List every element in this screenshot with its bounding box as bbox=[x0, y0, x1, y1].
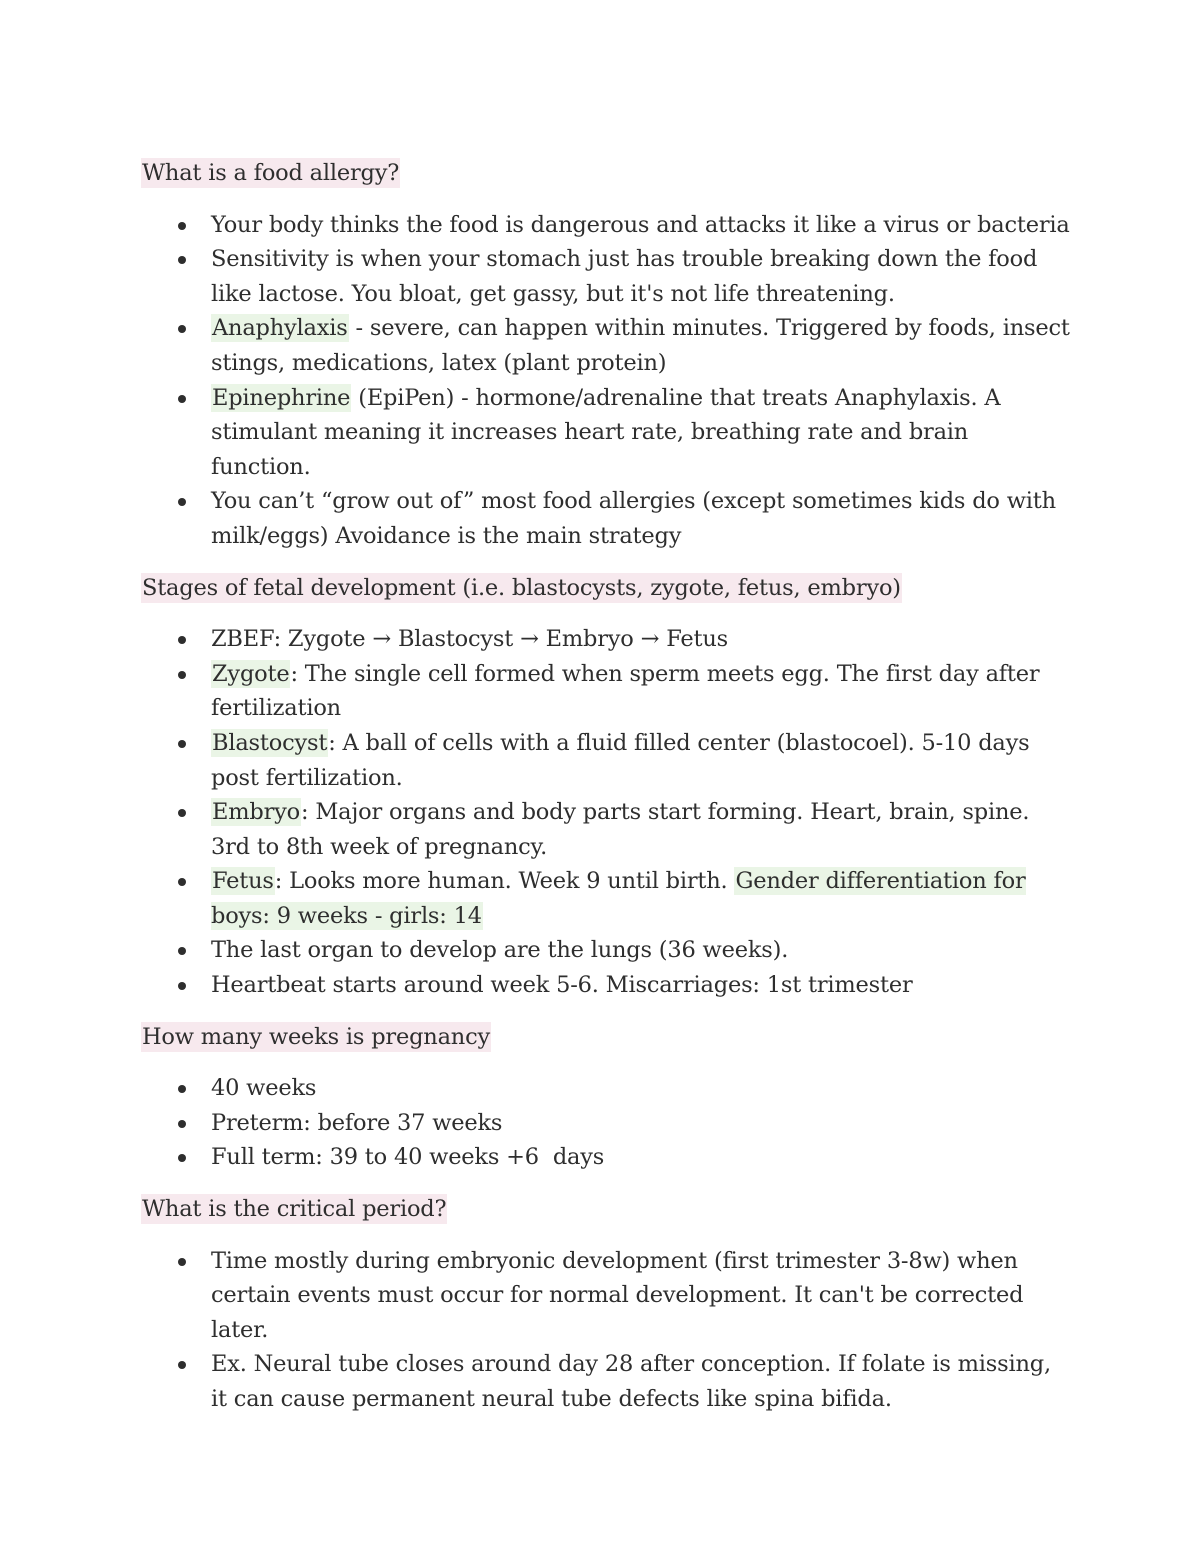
bullet-icon bbox=[178, 1258, 186, 1266]
list-item bbox=[211, 1347, 1071, 1416]
bullet-icon bbox=[178, 947, 186, 955]
item-text: (EpiPen) - hormone/adrenaline that treats Anaphylaxis. A stimulant meaning it increases heart rate, breathing rate and brain function. bbox=[211, 384, 1001, 480]
list-item bbox=[211, 726, 1071, 795]
list-item bbox=[211, 1106, 1071, 1141]
list-item bbox=[211, 242, 1071, 311]
list-item bbox=[211, 968, 1071, 1003]
highlighted-term: Anaphylaxis bbox=[212, 315, 348, 342]
item-text: ZBEF: Zygote → Blastocyst → Embryo → Fetus bbox=[211, 626, 728, 653]
item-text: : Major organs and body parts start forming. Heart, brain, spine. 3rd to 8th week of pregnancy. bbox=[211, 799, 1030, 860]
question-text: How many weeks is pregnancy bbox=[142, 1023, 490, 1050]
bullet-icon bbox=[178, 809, 186, 817]
item-text: Heartbeat starts around week 5-6. Miscarriages: 1st trimester bbox=[211, 972, 913, 999]
bullet-icon bbox=[178, 878, 186, 886]
question-text: What is the critical period? bbox=[142, 1196, 447, 1223]
bullet-icon bbox=[178, 982, 186, 990]
list-item bbox=[211, 622, 1071, 657]
list-item bbox=[211, 311, 1071, 380]
bullet-list bbox=[141, 208, 1071, 554]
item-text: - severe, can happen within minutes. Triggered by foods, insect stings, medications, latex (plant protein) bbox=[211, 315, 1070, 376]
bullet-icon bbox=[178, 1085, 186, 1093]
highlighted-term: Embryo bbox=[212, 799, 300, 826]
list-item bbox=[211, 657, 1071, 726]
bullet-icon bbox=[178, 1120, 186, 1128]
section-question bbox=[141, 1020, 1071, 1055]
bullet-icon bbox=[178, 256, 186, 264]
highlighted-term: Gender differentiation for boys: 9 weeks - girls: 14 bbox=[211, 868, 1026, 929]
bullet-icon bbox=[178, 222, 186, 230]
item-text: 40 weeks bbox=[211, 1075, 317, 1102]
bullet-icon bbox=[178, 498, 186, 506]
item-text: : A ball of cells with a fluid filled center (blastocoel). 5-10 days post fertilization. bbox=[211, 729, 1030, 791]
bullet-icon bbox=[178, 395, 186, 403]
document-page bbox=[141, 156, 1071, 1434]
item-text: Ex. Neural tube closes around day 28 after conception. If folate is missing, it can cause permanent neural tube defects like spina bifida. bbox=[211, 1351, 1051, 1412]
bullet-list bbox=[141, 622, 1071, 1003]
section-question bbox=[141, 156, 1071, 191]
list-item bbox=[211, 795, 1071, 864]
list-item bbox=[211, 208, 1071, 243]
list-item bbox=[211, 933, 1071, 968]
list-item bbox=[211, 484, 1071, 553]
bullet-icon bbox=[178, 1361, 186, 1369]
list-item bbox=[211, 1071, 1071, 1106]
item-text: Preterm: before 37 weeks bbox=[211, 1109, 503, 1136]
item-text: Time mostly during embryonic development (first trimester 3-8w) when certain events must occur for normal development. It can't be corrected later. bbox=[211, 1247, 1024, 1343]
bullet-icon bbox=[178, 636, 186, 644]
item-text: Sensitivity is when your stomach just has trouble breaking down the food like lactose. You bloat, get gassy, but it's not life threatening. bbox=[211, 246, 1038, 307]
bullet-list bbox=[141, 1071, 1071, 1175]
item-text: : Looks more human. Week 9 until birth. bbox=[274, 868, 735, 895]
list-item bbox=[211, 1140, 1071, 1175]
question-text: What is a food allergy? bbox=[142, 160, 400, 186]
section-question bbox=[141, 1192, 1071, 1227]
bullet-icon bbox=[178, 671, 186, 679]
highlighted-term: Zygote bbox=[212, 660, 290, 687]
highlighted-term: Blastocyst bbox=[212, 729, 328, 756]
section-question bbox=[141, 571, 1071, 606]
item-text: : The single cell formed when sperm meets egg. The first day after fertilization bbox=[211, 660, 1040, 722]
item-text: Full term: 39 to 40 weeks +6 days bbox=[211, 1144, 605, 1171]
list-item bbox=[211, 864, 1071, 933]
item-text: You can’t “grow out of” most food allergies (except sometimes kids do with milk/eggs) Avoidance is the main strategy bbox=[211, 488, 1056, 549]
highlighted-term: Fetus bbox=[212, 868, 274, 895]
highlighted-term: Epinephrine bbox=[212, 384, 351, 411]
bullet-list bbox=[141, 1244, 1071, 1417]
item-text: Your body thinks the food is dangerous and attacks it like a virus or bacteria bbox=[211, 211, 1070, 238]
item-text: The last organ to develop are the lungs (36 weeks). bbox=[211, 937, 789, 964]
bullet-icon bbox=[178, 1154, 186, 1162]
bullet-icon bbox=[178, 325, 186, 333]
list-item bbox=[211, 1244, 1071, 1348]
bullet-icon bbox=[178, 740, 186, 748]
list-item bbox=[211, 381, 1071, 485]
question-text: Stages of fetal development (i.e. blastocysts, zygote, fetus, embryo) bbox=[142, 574, 901, 601]
